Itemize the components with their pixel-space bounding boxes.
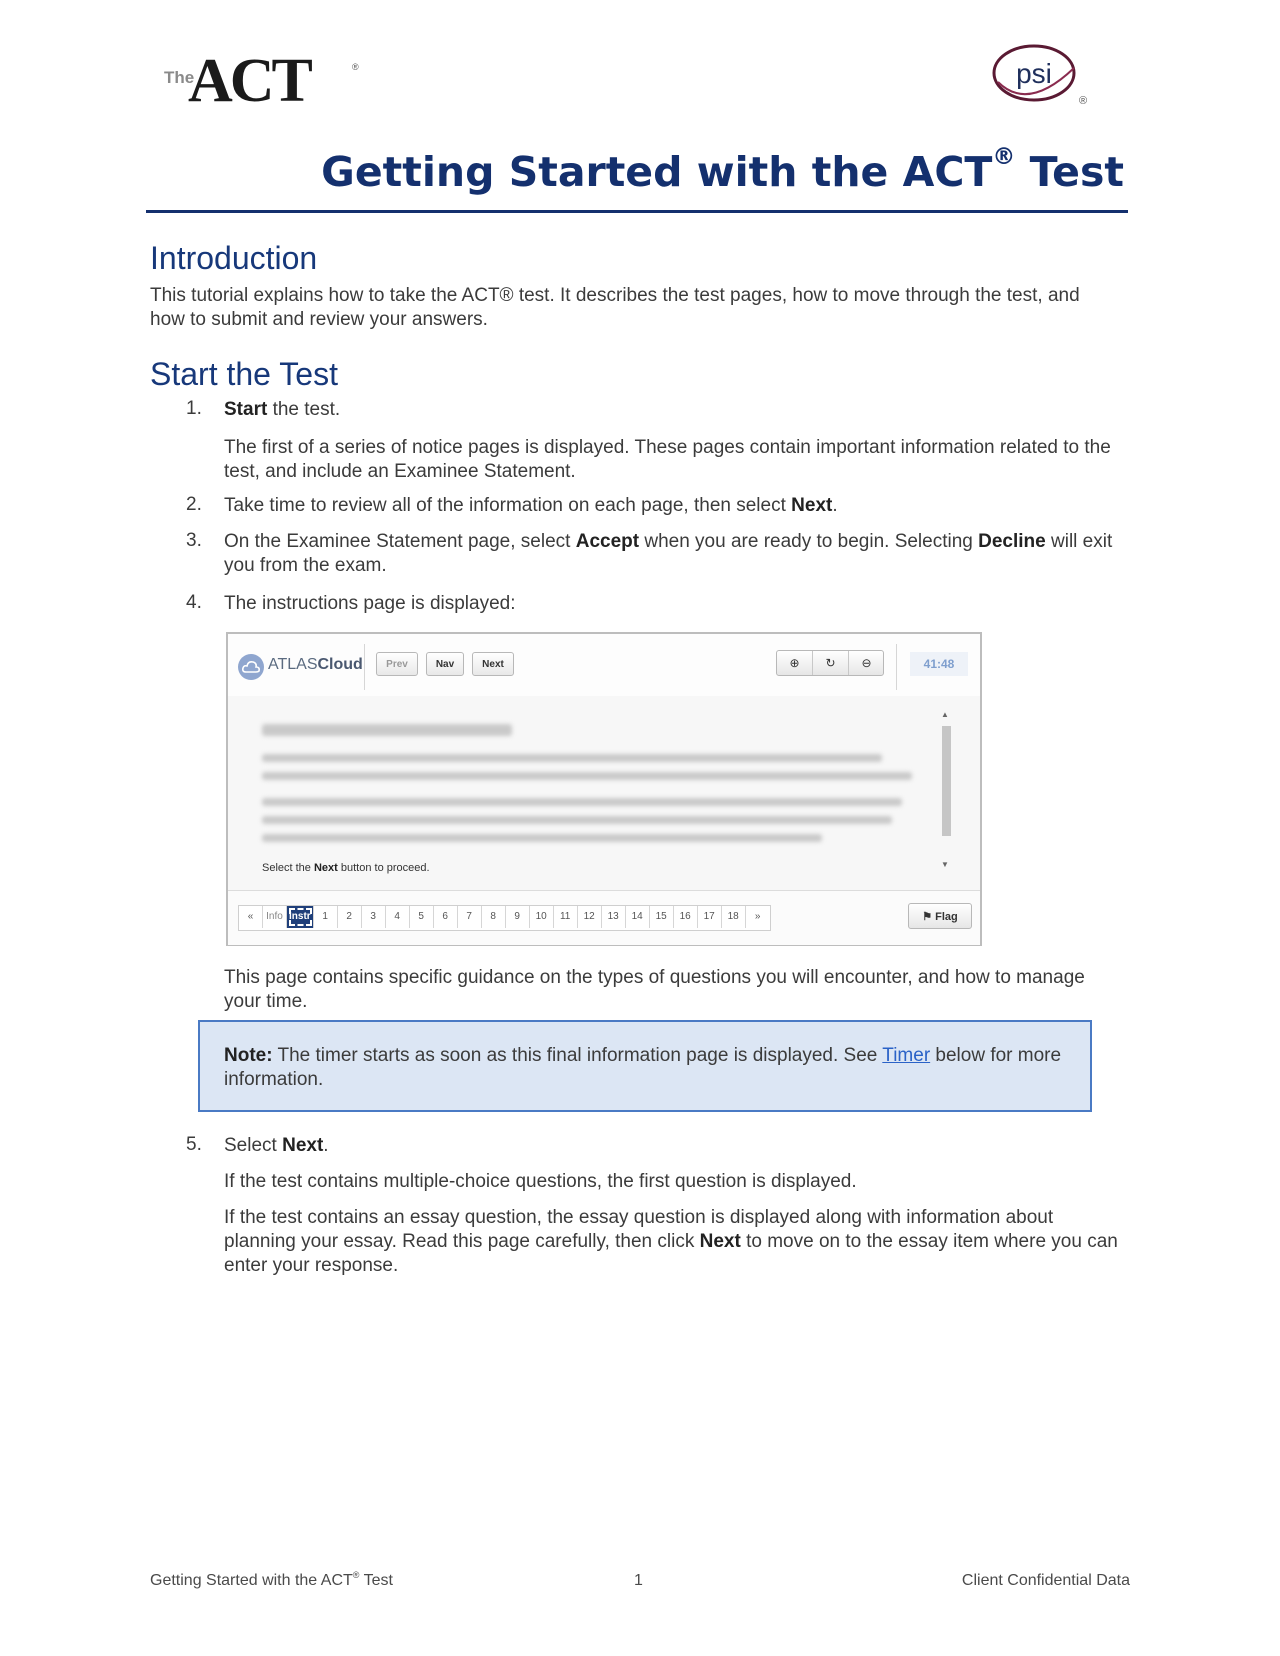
pager-item[interactable]: 6 bbox=[434, 906, 458, 928]
pager-item[interactable]: 4 bbox=[386, 906, 410, 928]
step-1-detail: The first of a series of notice pages is displayed. These pages contain important information related to the test, and include an Examinee Statement. bbox=[224, 437, 1111, 482]
reset-zoom-icon[interactable]: ↻ bbox=[813, 651, 849, 675]
proceed-text: Select the Next button to proceed. bbox=[262, 862, 430, 874]
pager-item[interactable]: 17 bbox=[698, 906, 722, 928]
pager-item[interactable]: 10 bbox=[530, 906, 554, 928]
step-number: 4. bbox=[186, 592, 202, 613]
atlas-cloud-logo: ATLASCloud bbox=[268, 656, 363, 673]
pager-item[interactable]: 15 bbox=[650, 906, 674, 928]
pager-item[interactable]: 14 bbox=[626, 906, 650, 928]
step-2: Take time to review all of the information on each page, then select Next. bbox=[224, 495, 838, 516]
introduction-text: This tutorial explains how to take the ACT® test. It describes the test pages, how to move through the test, and how to submit and review your answers. bbox=[150, 285, 1080, 330]
blurred-heading bbox=[262, 724, 512, 736]
pager-info[interactable]: Info bbox=[263, 906, 287, 928]
note-box bbox=[198, 1020, 1092, 1112]
zoom-out-icon[interactable]: ⊖ bbox=[861, 656, 872, 670]
next-button[interactable]: Next bbox=[472, 652, 514, 676]
pager-item[interactable]: 7 bbox=[458, 906, 482, 928]
footer-page-number: 1 bbox=[634, 1572, 643, 1589]
blurred-line bbox=[262, 772, 912, 780]
footer-confidential: Client Confidential Data bbox=[961, 1572, 1130, 1589]
act-logo: The ACT ® bbox=[164, 47, 359, 115]
step-number: 1. bbox=[186, 398, 202, 419]
blurred-line bbox=[262, 798, 902, 806]
toolbar-divider bbox=[896, 644, 897, 690]
pager-item[interactable]: 8 bbox=[482, 906, 506, 928]
instructions-screenshot bbox=[226, 632, 982, 946]
screenshot-toolbar bbox=[228, 634, 980, 696]
pager-item[interactable]: 12 bbox=[578, 906, 602, 928]
page-title: Getting Started with the ACT® Test bbox=[321, 144, 1124, 196]
scroll-down-icon[interactable]: ▼ bbox=[941, 860, 949, 869]
pager-last[interactable]: » bbox=[754, 911, 761, 922]
pager-item[interactable]: 3 bbox=[362, 906, 386, 928]
blurred-line bbox=[262, 816, 892, 824]
psi-logo bbox=[988, 42, 1098, 108]
step-number: 5. bbox=[186, 1134, 202, 1155]
cloud-icon bbox=[238, 654, 264, 680]
step-4-detail: This page contains specific guidance on the types of questions you will encounter, and how to manage your time. bbox=[224, 967, 1085, 1012]
screenshot-footer bbox=[228, 890, 980, 945]
svg-text:psi: psi bbox=[1016, 58, 1052, 89]
prev-button[interactable]: Prev bbox=[376, 652, 418, 676]
step-3: On the Examinee Statement page, select Accept when you are ready to begin. Selecting Decline will exit you from the exam. bbox=[224, 531, 1113, 576]
step-1: Start the test. bbox=[224, 399, 341, 420]
pager-item[interactable]: 1 bbox=[314, 906, 338, 928]
step-number: 3. bbox=[186, 530, 202, 551]
flag-button[interactable]: ⚑ Flag bbox=[908, 903, 972, 929]
pager-item[interactable]: 5 bbox=[410, 906, 434, 928]
timer: 41:48 bbox=[910, 652, 968, 676]
blurred-line bbox=[262, 834, 822, 842]
step-5: Select Next. bbox=[224, 1135, 329, 1156]
title-rule bbox=[146, 210, 1128, 213]
pager-instructions[interactable]: Instr bbox=[287, 906, 314, 928]
step-5-detail-1: If the test contains multiple-choice questions, the first question is displayed. bbox=[224, 1171, 857, 1192]
instructions-content bbox=[228, 696, 980, 890]
pager-first[interactable]: « bbox=[239, 906, 263, 928]
flag-icon: ⚑ bbox=[922, 911, 933, 923]
question-pager bbox=[238, 905, 771, 931]
zoom-controls bbox=[776, 650, 884, 676]
introduction-heading: Introduction bbox=[150, 240, 318, 276]
toolbar-divider bbox=[364, 644, 365, 690]
note-text: Note: The timer starts as soon as this final information page is displayed. See Timer below for more information. bbox=[224, 1045, 1062, 1090]
footer-doc-title: Getting Started with the ACT® Test bbox=[150, 1570, 393, 1589]
zoom-in-icon[interactable]: ⊕ bbox=[777, 651, 813, 675]
blurred-line bbox=[262, 754, 882, 762]
step-number: 2. bbox=[186, 494, 202, 515]
step-4: The instructions page is displayed: bbox=[224, 593, 516, 614]
pager-item[interactable]: 16 bbox=[674, 906, 698, 928]
pager-item[interactable]: 9 bbox=[506, 906, 530, 928]
timer-link[interactable]: Timer bbox=[882, 1045, 931, 1066]
pager-item[interactable]: 11 bbox=[554, 906, 578, 928]
nav-button[interactable]: Nav bbox=[426, 652, 464, 676]
pager-item[interactable]: 13 bbox=[602, 906, 626, 928]
pager-item[interactable]: 18 bbox=[722, 906, 746, 928]
pager-item[interactable]: 2 bbox=[338, 906, 362, 928]
scroll-up-icon[interactable]: ▲ bbox=[941, 710, 949, 719]
scrollbar-thumb[interactable] bbox=[942, 726, 951, 836]
svg-text:®: ® bbox=[1078, 95, 1088, 107]
start-heading: Start the Test bbox=[150, 356, 338, 392]
step-5-detail-2: If the test contains an essay question, the essay question is displayed along with information about planning your essay. Read this page carefully, then click Next to move on to the essay item where you can enter your response. bbox=[224, 1207, 1118, 1276]
